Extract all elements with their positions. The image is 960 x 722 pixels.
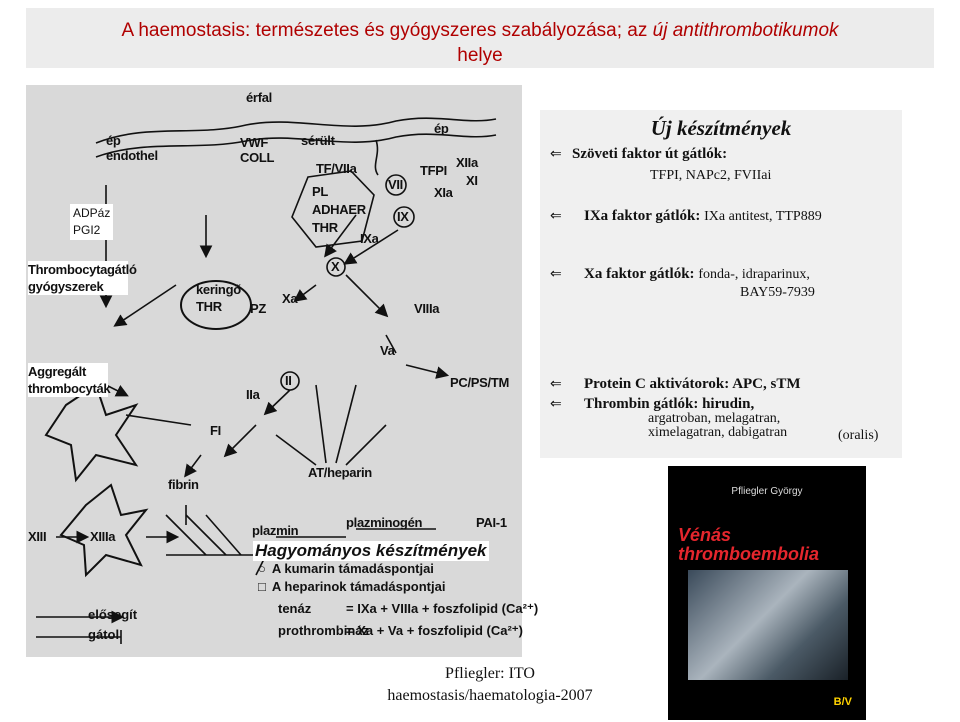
credit-line1: Pfliegler: ITO	[445, 665, 535, 682]
np-item-detail: TFPI, NAPc2, FVIIai	[650, 168, 772, 183]
label-erfal: érfal	[246, 90, 272, 105]
label-pai1: PAI-1	[476, 515, 507, 530]
square-icon: □	[258, 579, 266, 594]
adpaz-label: ADPáz	[73, 206, 111, 220]
label-ep-endothel: ép endothel	[106, 133, 158, 163]
label-xiiia: XIIIa	[90, 529, 116, 544]
label-keringo-thr: keringő THR	[196, 282, 241, 314]
label-at-heparin: AT/heparin	[308, 465, 372, 480]
label-tf-viia: TF/VIIa	[316, 161, 357, 176]
title-banner	[26, 8, 934, 68]
book-title-line1: Vénás	[678, 525, 732, 545]
np-item-detail: fonda-, idraparinux,	[698, 267, 810, 282]
np-item-protein-c	[550, 376, 801, 393]
label-aggregalt: Aggregált thrombocyták	[28, 364, 111, 396]
publisher-logo: B/V	[833, 696, 852, 708]
credit	[300, 663, 680, 707]
label-xia: XIa	[434, 185, 453, 200]
np-item-tissue-factor	[550, 146, 727, 163]
complex-formulas	[278, 598, 538, 642]
title-italic: új antithrombotikumok	[652, 20, 839, 41]
new-preparations-panel	[540, 110, 902, 458]
label-serult: sérült	[301, 133, 335, 148]
symbol-legend	[258, 560, 445, 596]
legend-inhibits: gátol	[88, 627, 120, 642]
book-title	[678, 526, 819, 564]
label-pz: PZ	[250, 301, 267, 316]
legend-row-heparin	[258, 578, 445, 596]
credit-line2: haemostasis/haematologia-2007	[387, 687, 593, 704]
label-plazmin: plazmin	[252, 523, 299, 538]
np-item-detail: BAY59-7939	[740, 285, 815, 300]
label-x: X	[331, 259, 340, 274]
book-title-line2: thromboembolia	[678, 544, 820, 564]
left-arrow-icon: ⇐	[550, 209, 562, 224]
book-cover	[668, 466, 866, 720]
page-title	[26, 8, 934, 43]
label-fi: FI	[210, 423, 221, 438]
formula-name: prothrombináz	[278, 623, 369, 638]
book-cover-image	[688, 570, 848, 680]
aggregated-platelet-shape	[46, 385, 136, 480]
title-prefix: A haemostasis: természetes és gyógyszeres szabályozása; az	[121, 20, 653, 41]
formula-name: tenáz	[278, 601, 312, 616]
left-arrow-icon: ⇐	[550, 397, 562, 412]
legend-promotes: elősegít	[88, 607, 138, 622]
np-item-detail: IXa antitest, TTP889	[704, 209, 822, 224]
label-viiia: VIIIa	[414, 301, 440, 316]
adpaz-box	[70, 204, 113, 240]
label-vii: VII	[388, 177, 403, 192]
legend-text: A kumarin támadáspontjai	[271, 561, 434, 576]
np-item-title: Protein C aktivátorok: APC, sTM	[584, 376, 801, 392]
formula-row	[278, 620, 538, 642]
label-iia: IIa	[246, 387, 260, 402]
np-item-title: IXa faktor gátlók:	[584, 208, 701, 224]
np-item-title: Xa faktor gátlók:	[584, 266, 695, 282]
label-pl-adhaer-thr: PL ADHAER THR	[312, 184, 366, 235]
label-va: Va	[380, 343, 395, 358]
label-tfpi: TFPI	[420, 163, 447, 178]
legend-row-kumarin	[258, 560, 445, 578]
circle-icon: ○	[258, 561, 266, 576]
label-xiia: XIIa	[456, 155, 478, 170]
new-preparations-heading: Új készítmények	[650, 116, 792, 140]
left-arrow-icon: ⇐	[550, 267, 562, 282]
label-xiii: XIII	[28, 529, 47, 544]
arrow-legend	[40, 605, 137, 645]
label-vwf-coll: VWF COLL	[240, 135, 275, 165]
np-item-xa	[550, 266, 810, 283]
label-pc-ps-tm: PC/PS/TM	[450, 375, 509, 390]
traditional-heading: Hagyományos készítmények	[255, 541, 487, 560]
label-xi: XI	[466, 173, 478, 188]
np-item-detail: ximelagatran, dabigatran	[648, 425, 788, 440]
left-arrow-icon: ⇐	[550, 147, 562, 162]
label-ixa: IXa	[360, 231, 379, 246]
label-thrombocytagatlo: Thrombocytagátló gyógyszerek	[28, 262, 137, 294]
np-item-title: Szöveti faktor út gátlók:	[572, 146, 728, 162]
page-title-line2: helye	[457, 45, 503, 66]
np-item-detail: argatroban, melagatran,	[648, 411, 781, 426]
label-xa: Xa	[282, 291, 298, 306]
formula-expr: = IXa + VIIIa + foszfolipid (Ca²⁺)	[346, 601, 539, 616]
label-ii: II	[285, 373, 292, 388]
left-arrow-icon: ⇐	[550, 377, 562, 392]
label-plazminogen: plazminogén	[346, 515, 423, 530]
np-item-ixa	[550, 208, 822, 225]
label-ep: ép	[434, 121, 449, 136]
np-item-title: Thrombin gátlók: hirudin,	[584, 396, 755, 412]
np-item-oralis: (oralis)	[838, 428, 879, 443]
label-fibrin: fibrin	[168, 477, 199, 492]
label-ix: IX	[397, 209, 409, 224]
book-author: Pfliegler György	[731, 486, 803, 497]
legend-text: A heparinok támadáspontjai	[271, 579, 446, 594]
pgi2-label: PGI2	[73, 223, 101, 237]
formula-expr: = Xa + Va + foszfolipid (Ca²⁺)	[346, 623, 523, 638]
formula-row	[278, 598, 538, 620]
